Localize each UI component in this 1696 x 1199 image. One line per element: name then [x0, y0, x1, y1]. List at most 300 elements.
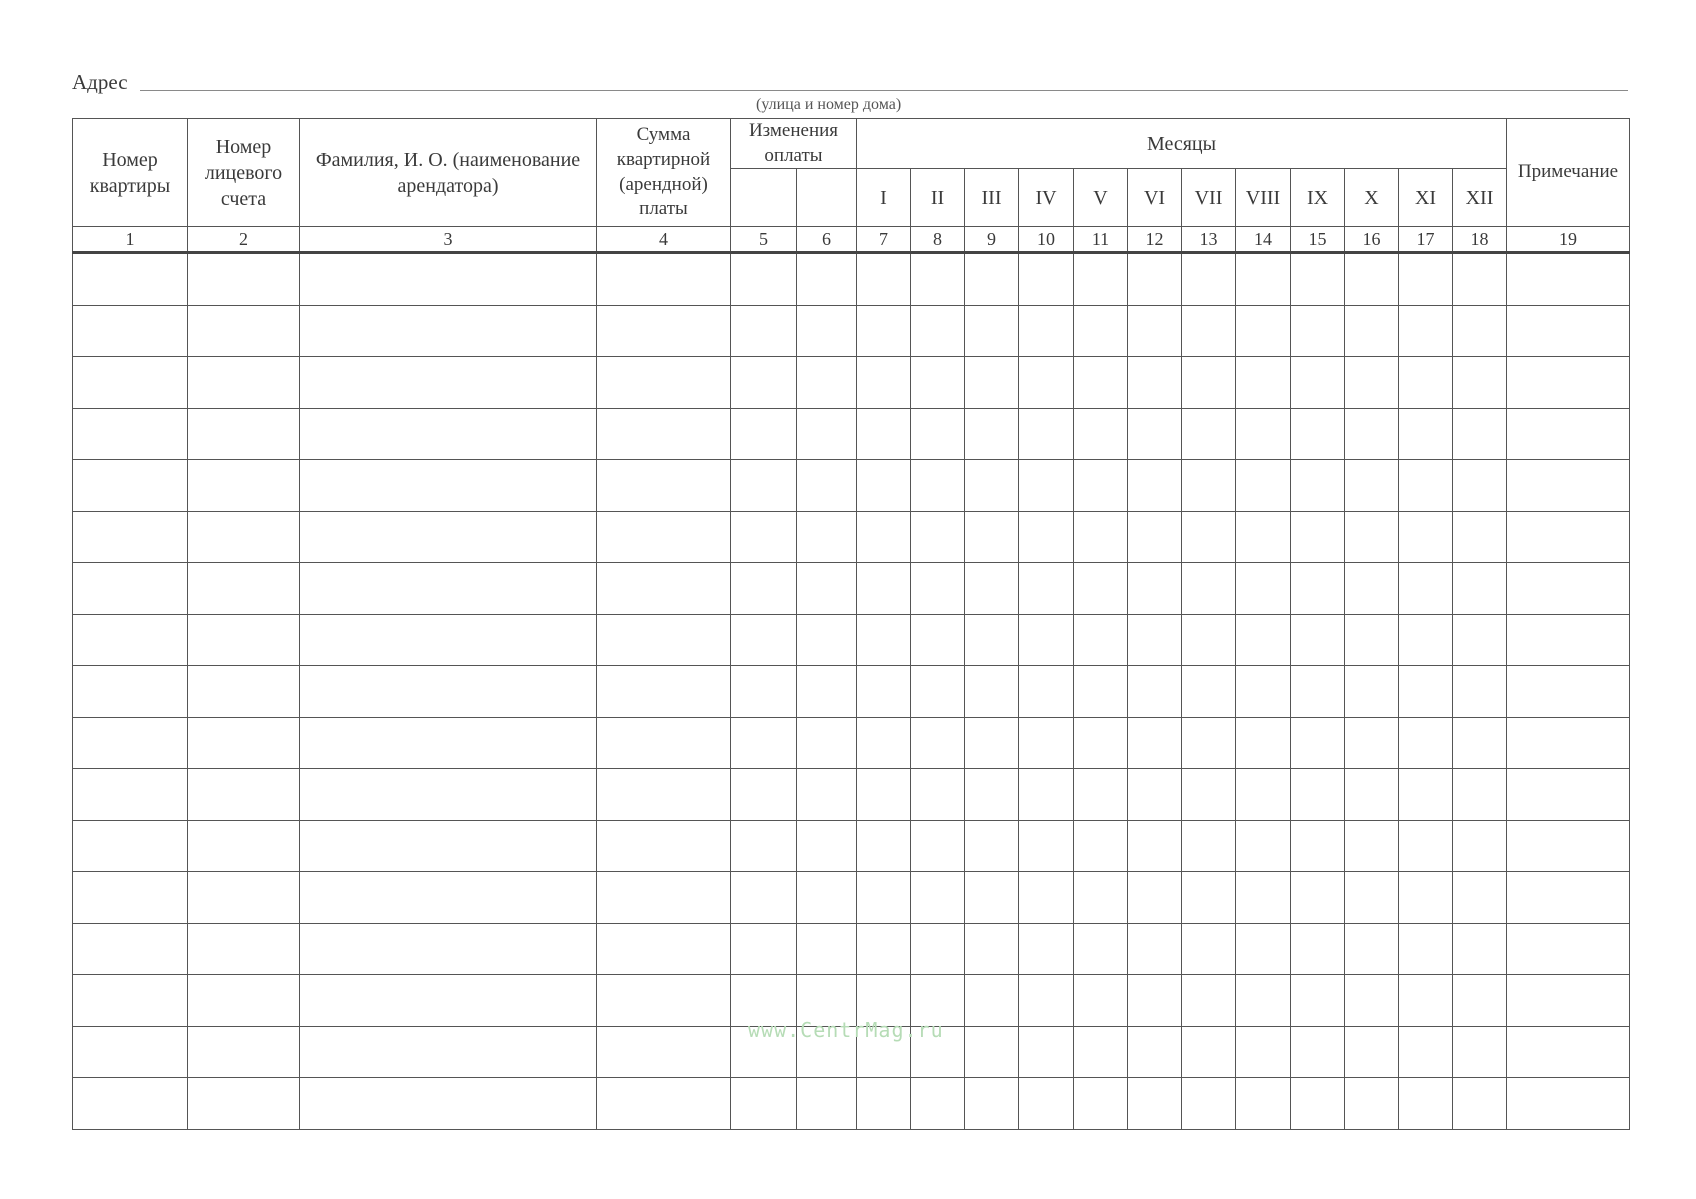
- table-cell[interactable]: [1236, 511, 1291, 563]
- table-cell[interactable]: [1182, 460, 1236, 512]
- table-cell[interactable]: [1399, 357, 1453, 409]
- table-cell[interactable]: [1507, 511, 1630, 563]
- table-cell[interactable]: [1453, 305, 1507, 357]
- table-cell[interactable]: [1128, 872, 1182, 924]
- table-cell[interactable]: [1399, 975, 1453, 1027]
- table-cell[interactable]: [1345, 305, 1399, 357]
- table-cell[interactable]: [1507, 1078, 1630, 1130]
- table-cell[interactable]: [1128, 1078, 1182, 1130]
- table-cell[interactable]: [1507, 614, 1630, 666]
- table-cell[interactable]: [188, 408, 300, 460]
- table-cell[interactable]: [965, 769, 1019, 821]
- table-cell[interactable]: [1507, 563, 1630, 615]
- table-cell[interactable]: [1074, 975, 1128, 1027]
- table-cell[interactable]: [1507, 305, 1630, 357]
- table-cell[interactable]: [188, 820, 300, 872]
- table-cell[interactable]: [1399, 460, 1453, 512]
- table-cell[interactable]: [597, 408, 731, 460]
- table-cell[interactable]: [1345, 563, 1399, 615]
- table-cell[interactable]: [597, 253, 731, 306]
- table-cell[interactable]: [857, 872, 911, 924]
- table-cell[interactable]: [1507, 923, 1630, 975]
- table-cell[interactable]: [73, 717, 188, 769]
- table-cell[interactable]: [1507, 872, 1630, 924]
- table-cell[interactable]: [597, 717, 731, 769]
- table-cell[interactable]: [1291, 1078, 1345, 1130]
- table-cell[interactable]: [1019, 253, 1074, 306]
- table-cell[interactable]: [1291, 357, 1345, 409]
- table-cell[interactable]: [857, 717, 911, 769]
- table-cell[interactable]: [1236, 872, 1291, 924]
- table-cell[interactable]: [797, 511, 857, 563]
- table-cell[interactable]: [1182, 1026, 1236, 1078]
- table-cell[interactable]: [73, 614, 188, 666]
- table-cell[interactable]: [857, 769, 911, 821]
- table-cell[interactable]: [1182, 305, 1236, 357]
- table-cell[interactable]: [965, 1078, 1019, 1130]
- table-cell[interactable]: [1291, 769, 1345, 821]
- table-cell[interactable]: [300, 923, 597, 975]
- table-cell[interactable]: [73, 820, 188, 872]
- table-cell[interactable]: [1507, 769, 1630, 821]
- table-cell[interactable]: [965, 820, 1019, 872]
- table-cell[interactable]: [597, 872, 731, 924]
- table-cell[interactable]: [1507, 1026, 1630, 1078]
- table-cell[interactable]: [1399, 923, 1453, 975]
- table-cell[interactable]: [797, 460, 857, 512]
- table-cell[interactable]: [597, 769, 731, 821]
- table-cell[interactable]: [857, 1078, 911, 1130]
- table-cell[interactable]: [1182, 614, 1236, 666]
- table-cell[interactable]: [1399, 666, 1453, 718]
- table-cell[interactable]: [965, 563, 1019, 615]
- table-cell[interactable]: [1345, 511, 1399, 563]
- table-cell[interactable]: [857, 563, 911, 615]
- table-cell[interactable]: [965, 408, 1019, 460]
- table-cell[interactable]: [1399, 1078, 1453, 1130]
- table-cell[interactable]: [300, 820, 597, 872]
- table-cell[interactable]: [731, 357, 797, 409]
- table-cell[interactable]: [1453, 1078, 1507, 1130]
- table-cell[interactable]: [1236, 666, 1291, 718]
- table-cell[interactable]: [1074, 408, 1128, 460]
- table-cell[interactable]: [965, 666, 1019, 718]
- table-cell[interactable]: [1074, 563, 1128, 615]
- table-cell[interactable]: [300, 614, 597, 666]
- table-cell[interactable]: [597, 820, 731, 872]
- table-cell[interactable]: [1453, 666, 1507, 718]
- table-cell[interactable]: [731, 614, 797, 666]
- table-cell[interactable]: [1345, 872, 1399, 924]
- table-cell[interactable]: [1019, 769, 1074, 821]
- table-cell[interactable]: [857, 820, 911, 872]
- table-cell[interactable]: [1128, 666, 1182, 718]
- table-cell[interactable]: [797, 563, 857, 615]
- table-cell[interactable]: [1453, 975, 1507, 1027]
- table-cell[interactable]: [797, 614, 857, 666]
- table-cell[interactable]: [1453, 408, 1507, 460]
- table-cell[interactable]: [911, 820, 965, 872]
- table-cell[interactable]: [911, 923, 965, 975]
- table-cell[interactable]: [731, 769, 797, 821]
- table-cell[interactable]: [1399, 614, 1453, 666]
- table-cell[interactable]: [1182, 357, 1236, 409]
- table-cell[interactable]: [911, 666, 965, 718]
- table-cell[interactable]: [1453, 563, 1507, 615]
- table-cell[interactable]: [911, 769, 965, 821]
- table-cell[interactable]: [1074, 460, 1128, 512]
- table-cell[interactable]: [965, 614, 1019, 666]
- address-line[interactable]: [140, 90, 1628, 91]
- table-cell[interactable]: [1399, 563, 1453, 615]
- table-cell[interactable]: [188, 460, 300, 512]
- table-cell[interactable]: [965, 460, 1019, 512]
- table-cell[interactable]: [73, 511, 188, 563]
- table-cell[interactable]: [1182, 511, 1236, 563]
- table-cell[interactable]: [1019, 357, 1074, 409]
- table-cell[interactable]: [1345, 975, 1399, 1027]
- table-cell[interactable]: [1182, 923, 1236, 975]
- table-cell[interactable]: [1019, 460, 1074, 512]
- table-cell[interactable]: [1399, 872, 1453, 924]
- table-cell[interactable]: [731, 666, 797, 718]
- table-cell[interactable]: [1128, 357, 1182, 409]
- table-cell[interactable]: [1128, 253, 1182, 306]
- table-cell[interactable]: [731, 511, 797, 563]
- table-cell[interactable]: [731, 820, 797, 872]
- table-cell[interactable]: [1453, 769, 1507, 821]
- table-cell[interactable]: [188, 511, 300, 563]
- table-cell[interactable]: [1128, 769, 1182, 821]
- table-cell[interactable]: [911, 253, 965, 306]
- table-cell[interactable]: [1399, 769, 1453, 821]
- table-cell[interactable]: [1453, 614, 1507, 666]
- table-cell[interactable]: [965, 975, 1019, 1027]
- table-cell[interactable]: [857, 614, 911, 666]
- table-cell[interactable]: [1074, 511, 1128, 563]
- table-cell[interactable]: [911, 872, 965, 924]
- table-cell[interactable]: [597, 460, 731, 512]
- table-cell[interactable]: [73, 460, 188, 512]
- table-cell[interactable]: [1182, 253, 1236, 306]
- table-cell[interactable]: [1019, 717, 1074, 769]
- table-cell[interactable]: [1074, 769, 1128, 821]
- table-cell[interactable]: [597, 511, 731, 563]
- table-cell[interactable]: [597, 614, 731, 666]
- table-cell[interactable]: [1019, 511, 1074, 563]
- table-cell[interactable]: [731, 563, 797, 615]
- table-cell[interactable]: [911, 408, 965, 460]
- table-cell[interactable]: [857, 923, 911, 975]
- table-cell[interactable]: [857, 460, 911, 512]
- table-cell[interactable]: [188, 614, 300, 666]
- table-cell[interactable]: [1182, 872, 1236, 924]
- table-cell[interactable]: [911, 1078, 965, 1130]
- table-cell[interactable]: [300, 460, 597, 512]
- table-cell[interactable]: [73, 357, 188, 409]
- table-cell[interactable]: [1019, 305, 1074, 357]
- table-cell[interactable]: [1236, 820, 1291, 872]
- table-cell[interactable]: [1128, 511, 1182, 563]
- table-cell[interactable]: [1507, 253, 1630, 306]
- table-cell[interactable]: [1236, 460, 1291, 512]
- table-cell[interactable]: [1345, 923, 1399, 975]
- table-cell[interactable]: [188, 923, 300, 975]
- table-cell[interactable]: [911, 460, 965, 512]
- table-cell[interactable]: [797, 820, 857, 872]
- table-cell[interactable]: [73, 305, 188, 357]
- table-cell[interactable]: [73, 563, 188, 615]
- table-cell[interactable]: [188, 717, 300, 769]
- table-cell[interactable]: [1019, 1078, 1074, 1130]
- table-cell[interactable]: [797, 717, 857, 769]
- table-cell[interactable]: [731, 923, 797, 975]
- table-cell[interactable]: [911, 357, 965, 409]
- table-cell[interactable]: [597, 563, 731, 615]
- table-cell[interactable]: [73, 769, 188, 821]
- table-cell[interactable]: [1236, 1026, 1291, 1078]
- table-cell[interactable]: [1507, 460, 1630, 512]
- table-cell[interactable]: [731, 408, 797, 460]
- table-cell[interactable]: [1074, 1026, 1128, 1078]
- table-cell[interactable]: [1507, 975, 1630, 1027]
- table-cell[interactable]: [1236, 408, 1291, 460]
- table-cell[interactable]: [188, 1078, 300, 1130]
- table-cell[interactable]: [1074, 872, 1128, 924]
- table-cell[interactable]: [73, 408, 188, 460]
- table-cell[interactable]: [1507, 717, 1630, 769]
- table-cell[interactable]: [1074, 305, 1128, 357]
- table-cell[interactable]: [1074, 357, 1128, 409]
- table-cell[interactable]: [1236, 923, 1291, 975]
- table-cell[interactable]: [1019, 666, 1074, 718]
- table-cell[interactable]: [1453, 460, 1507, 512]
- table-cell[interactable]: [1345, 614, 1399, 666]
- table-cell[interactable]: [73, 253, 188, 306]
- table-cell[interactable]: [911, 511, 965, 563]
- table-cell[interactable]: [597, 357, 731, 409]
- table-cell[interactable]: [965, 717, 1019, 769]
- table-cell[interactable]: [1399, 511, 1453, 563]
- table-cell[interactable]: [73, 923, 188, 975]
- table-cell[interactable]: [1291, 460, 1345, 512]
- table-cell[interactable]: [1128, 460, 1182, 512]
- table-cell[interactable]: [1236, 357, 1291, 409]
- table-cell[interactable]: [1345, 717, 1399, 769]
- table-cell[interactable]: [1453, 1026, 1507, 1078]
- table-cell[interactable]: [300, 305, 597, 357]
- table-cell[interactable]: [73, 666, 188, 718]
- table-cell[interactable]: [857, 408, 911, 460]
- table-cell[interactable]: [1291, 975, 1345, 1027]
- table-cell[interactable]: [300, 511, 597, 563]
- table-cell[interactable]: [1453, 923, 1507, 975]
- table-cell[interactable]: [300, 563, 597, 615]
- table-cell[interactable]: [73, 1026, 188, 1078]
- table-cell[interactable]: [300, 357, 597, 409]
- table-cell[interactable]: [597, 305, 731, 357]
- table-cell[interactable]: [1291, 1026, 1345, 1078]
- table-cell[interactable]: [300, 1026, 597, 1078]
- table-cell[interactable]: [1399, 253, 1453, 306]
- table-cell[interactable]: [797, 408, 857, 460]
- table-cell[interactable]: [1074, 614, 1128, 666]
- table-cell[interactable]: [1399, 408, 1453, 460]
- table-cell[interactable]: [188, 253, 300, 306]
- table-cell[interactable]: [965, 253, 1019, 306]
- table-cell[interactable]: [188, 666, 300, 718]
- table-cell[interactable]: [300, 666, 597, 718]
- table-cell[interactable]: [1291, 305, 1345, 357]
- table-cell[interactable]: [1507, 357, 1630, 409]
- table-cell[interactable]: [1128, 975, 1182, 1027]
- table-cell[interactable]: [1345, 820, 1399, 872]
- table-cell[interactable]: [1128, 614, 1182, 666]
- table-cell[interactable]: [731, 1078, 797, 1130]
- table-cell[interactable]: [1453, 357, 1507, 409]
- table-cell[interactable]: [911, 614, 965, 666]
- table-cell[interactable]: [188, 305, 300, 357]
- table-cell[interactable]: [300, 408, 597, 460]
- table-cell[interactable]: [597, 975, 731, 1027]
- table-cell[interactable]: [857, 666, 911, 718]
- table-cell[interactable]: [1291, 872, 1345, 924]
- table-cell[interactable]: [1236, 614, 1291, 666]
- table-cell[interactable]: [1182, 408, 1236, 460]
- table-cell[interactable]: [1182, 820, 1236, 872]
- table-cell[interactable]: [188, 1026, 300, 1078]
- table-cell[interactable]: [1074, 1078, 1128, 1130]
- table-cell[interactable]: [1291, 511, 1345, 563]
- table-cell[interactable]: [797, 357, 857, 409]
- table-cell[interactable]: [1345, 769, 1399, 821]
- table-cell[interactable]: [857, 305, 911, 357]
- table-cell[interactable]: [1345, 357, 1399, 409]
- table-cell[interactable]: [1453, 253, 1507, 306]
- table-cell[interactable]: [1291, 253, 1345, 306]
- table-cell[interactable]: [1182, 769, 1236, 821]
- table-cell[interactable]: [188, 563, 300, 615]
- table-cell[interactable]: [1019, 614, 1074, 666]
- table-cell[interactable]: [1507, 820, 1630, 872]
- table-cell[interactable]: [188, 872, 300, 924]
- table-cell[interactable]: [1128, 408, 1182, 460]
- table-cell[interactable]: [597, 923, 731, 975]
- table-cell[interactable]: [731, 305, 797, 357]
- table-cell[interactable]: [1236, 305, 1291, 357]
- table-cell[interactable]: [1128, 305, 1182, 357]
- table-cell[interactable]: [965, 511, 1019, 563]
- table-cell[interactable]: [73, 872, 188, 924]
- table-cell[interactable]: [911, 563, 965, 615]
- table-cell[interactable]: [597, 1026, 731, 1078]
- table-cell[interactable]: [1019, 820, 1074, 872]
- table-cell[interactable]: [1182, 975, 1236, 1027]
- table-cell[interactable]: [300, 975, 597, 1027]
- table-cell[interactable]: [797, 305, 857, 357]
- table-cell[interactable]: [1345, 408, 1399, 460]
- table-cell[interactable]: [1453, 511, 1507, 563]
- table-cell[interactable]: [1399, 1026, 1453, 1078]
- table-cell[interactable]: [1453, 872, 1507, 924]
- table-cell[interactable]: [797, 769, 857, 821]
- table-cell[interactable]: [857, 357, 911, 409]
- table-cell[interactable]: [300, 769, 597, 821]
- table-cell[interactable]: [1128, 923, 1182, 975]
- table-cell[interactable]: [1128, 563, 1182, 615]
- table-cell[interactable]: [1019, 1026, 1074, 1078]
- table-cell[interactable]: [797, 1078, 857, 1130]
- table-cell[interactable]: [965, 923, 1019, 975]
- table-cell[interactable]: [1345, 253, 1399, 306]
- table-cell[interactable]: [731, 717, 797, 769]
- table-cell[interactable]: [731, 872, 797, 924]
- table-cell[interactable]: [1291, 820, 1345, 872]
- table-cell[interactable]: [188, 975, 300, 1027]
- table-cell[interactable]: [1182, 717, 1236, 769]
- table-cell[interactable]: [1345, 1078, 1399, 1130]
- table-cell[interactable]: [731, 253, 797, 306]
- table-cell[interactable]: [1291, 666, 1345, 718]
- table-cell[interactable]: [1236, 563, 1291, 615]
- table-cell[interactable]: [1399, 717, 1453, 769]
- table-cell[interactable]: [73, 975, 188, 1027]
- table-cell[interactable]: [797, 253, 857, 306]
- table-cell[interactable]: [965, 357, 1019, 409]
- table-cell[interactable]: [1019, 408, 1074, 460]
- table-cell[interactable]: [1345, 666, 1399, 718]
- table-cell[interactable]: [1019, 975, 1074, 1027]
- table-cell[interactable]: [797, 923, 857, 975]
- table-cell[interactable]: [731, 460, 797, 512]
- table-cell[interactable]: [1128, 1026, 1182, 1078]
- table-cell[interactable]: [1074, 923, 1128, 975]
- table-cell[interactable]: [1507, 408, 1630, 460]
- table-cell[interactable]: [797, 872, 857, 924]
- table-cell[interactable]: [1291, 614, 1345, 666]
- table-cell[interactable]: [300, 1078, 597, 1130]
- table-cell[interactable]: [1507, 666, 1630, 718]
- table-cell[interactable]: [188, 769, 300, 821]
- table-cell[interactable]: [1399, 305, 1453, 357]
- table-cell[interactable]: [1019, 923, 1074, 975]
- table-cell[interactable]: [1128, 820, 1182, 872]
- table-cell[interactable]: [1236, 1078, 1291, 1130]
- table-cell[interactable]: [597, 666, 731, 718]
- table-cell[interactable]: [597, 1078, 731, 1130]
- table-cell[interactable]: [300, 872, 597, 924]
- table-cell[interactable]: [911, 717, 965, 769]
- table-cell[interactable]: [911, 305, 965, 357]
- table-cell[interactable]: [1019, 563, 1074, 615]
- table-cell[interactable]: [1236, 253, 1291, 306]
- table-cell[interactable]: [1182, 563, 1236, 615]
- table-cell[interactable]: [1074, 717, 1128, 769]
- table-cell[interactable]: [857, 253, 911, 306]
- table-cell[interactable]: [1019, 872, 1074, 924]
- table-cell[interactable]: [1074, 253, 1128, 306]
- table-cell[interactable]: [1291, 408, 1345, 460]
- table-cell[interactable]: [1453, 820, 1507, 872]
- table-cell[interactable]: [1345, 1026, 1399, 1078]
- table-cell[interactable]: [1074, 820, 1128, 872]
- table-cell[interactable]: [965, 305, 1019, 357]
- table-cell[interactable]: [1453, 717, 1507, 769]
- table-cell[interactable]: [1291, 563, 1345, 615]
- table-cell[interactable]: [857, 511, 911, 563]
- table-cell[interactable]: [1236, 717, 1291, 769]
- table-cell[interactable]: [1182, 1078, 1236, 1130]
